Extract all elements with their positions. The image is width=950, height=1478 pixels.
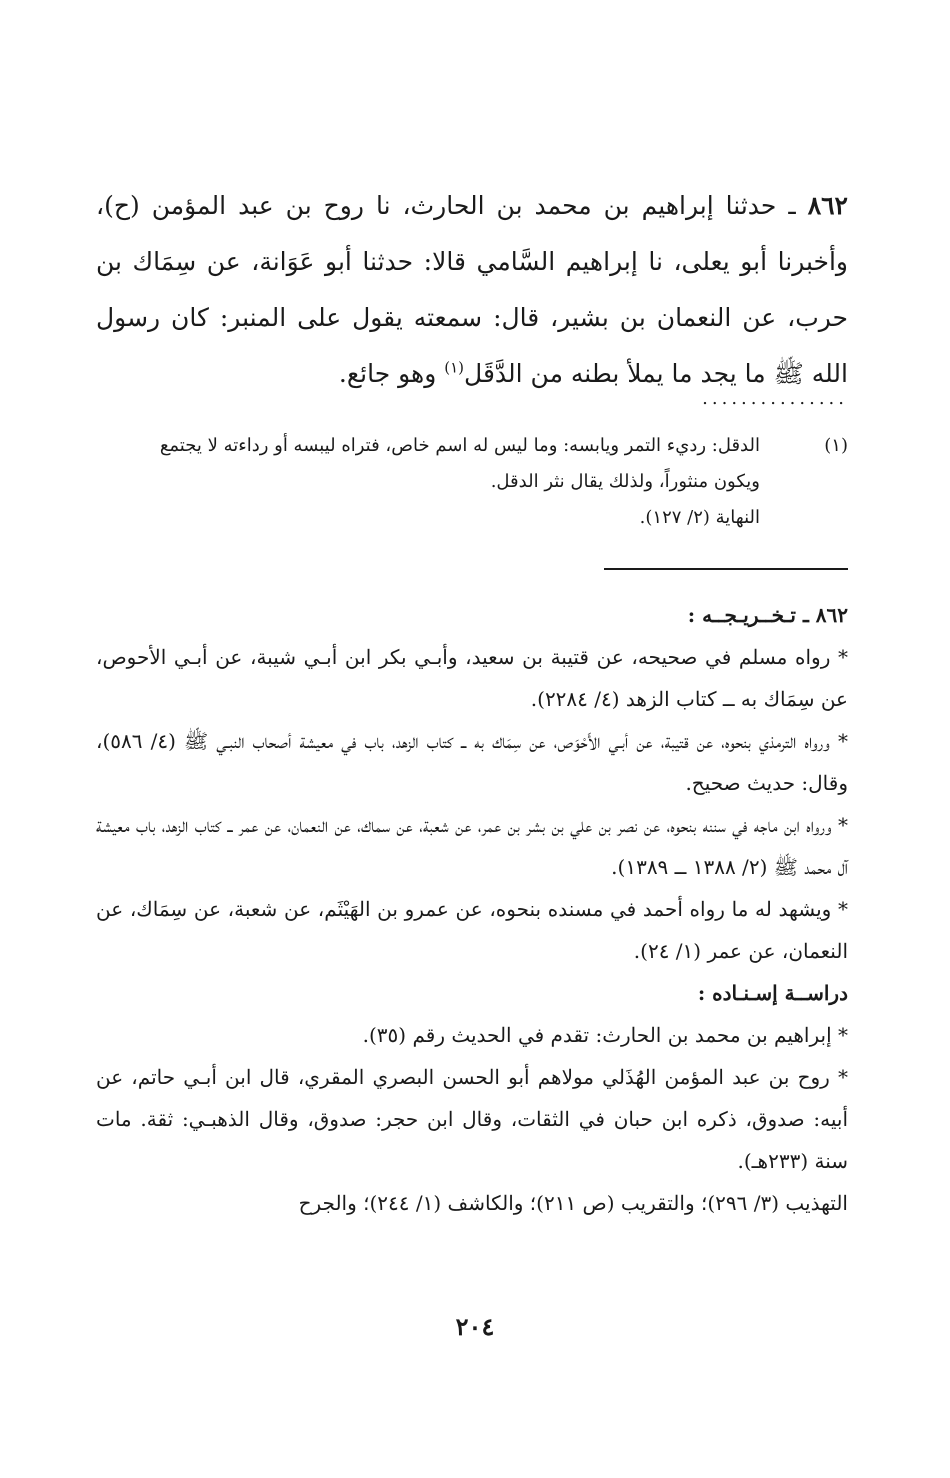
hadith-dash: ـ [776, 191, 808, 220]
takhrij-paragraph: * رواه مسلم في صحيحه، عن قتيبة بن سعيد، وأبـي بكر ابن أبـي شيبة، عن أبـي الأحوص، عن سِمَاك به ــ كتاب الزهد (٤/ ٢٢٨٤). [96, 645, 848, 711]
isnad-paragraph: * إبراهيم بن محمد بن الحارث: تقدم في الحديث رقم (٣٥). [362, 1023, 848, 1047]
footnote [96, 428, 848, 536]
footnote-marker: (١) [824, 435, 848, 456]
takhrij-label: تـخــريـجــه : [687, 603, 796, 627]
page-number: ٢٠٤ [455, 1312, 495, 1341]
dotted-separator: ............... [702, 388, 848, 409]
hadith-text [96, 178, 848, 402]
footnote-line: ويكون منثوراً، ولذلك يقال نثر الدقل. [490, 471, 760, 492]
hadith-body: حدثنا إبراهيم بن محمد بن الحارث، نا روح بن عبد المؤمن (ح)، وأخبرنا أبو يعلى، نا إبراهيم السَّامي قالا: حدثنا أبو عَوَانة، عن سِمَاك بن حرب، عن النعمان بن بشير، قال: سمعته يقول على المنبر: كان رسول الله ﷺ ما يجد ما يملأ بطنه من الدَّقَل [96, 191, 848, 388]
takhrij-heading [96, 594, 848, 636]
takhrij-section [96, 594, 848, 1224]
isnad-heading: دراســة إسـنـاده : [697, 981, 848, 1005]
takhrij-paragraph: * ويشهد له ما رواه أحمد في مسنده بنحوه، عن عمرو بن الهَيْثَم، عن شعبة، عن سِمَاك، عن النعمان، عن عمر (١/ ٢٤). [96, 897, 848, 963]
footnote-line: النهاية (٢/ ١٢٧). [639, 507, 760, 528]
isnad-paragraph: التهذيب (٣/ ٢٩٦)؛ والتقريب (ص ٢١١)؛ والكاشف (١/ ٢٤٤)؛ والجرح [298, 1191, 848, 1215]
footnote-line: الدقل: رديء التمر ويابسه: وما ليس له اسم خاص، فتراه ليبسه أو رداءته لا يجتمع [159, 435, 760, 456]
footnote-reference: (١) [444, 358, 465, 377]
takhrij-paragraph: * ورواه ابن ماجه في سننه بنحوه، عن نصر بن علي بن بشر بن عمر، عن شعبة، عن سماك، عن النعمان، عن عمر ــ كتاب الزهد، باب معيشة آل محمد ﷺ (٢/ ١٣٨٨ ــ ١٣٨٩). [96, 813, 848, 879]
takhrij-paragraph: * ورواه الترمذي بنحوه، عن قتيبة، عن أبـي الأَحْوَص، عن سِمَاك به ــ كتاب الزهد، باب في معيشة أصحاب النبـي ﷺ (٤/ ٥٨٦)، وقال: حديث صحيح. [96, 729, 848, 795]
footnote-body [96, 428, 760, 536]
horizontal-rule [604, 568, 848, 570]
hadith-ending: وهو جائع. [338, 359, 445, 388]
hadith-number: ٨٦٢ [807, 191, 848, 220]
takhrij-number: ٨٦٢ ـ [802, 603, 848, 627]
isnad-paragraph: * روح بن عبد المؤمن الهُذَلي مولاهم أبو الحسن البصري المقري، قال ابن أبـي حاتم، عن أبيه: صدوق، ذكره ابن حبان في الثقات، وقال ابن حجر: صدوق، وقال الذهبـي: ثقة. مات سنة (٢٣٣هـ). [96, 1065, 848, 1173]
